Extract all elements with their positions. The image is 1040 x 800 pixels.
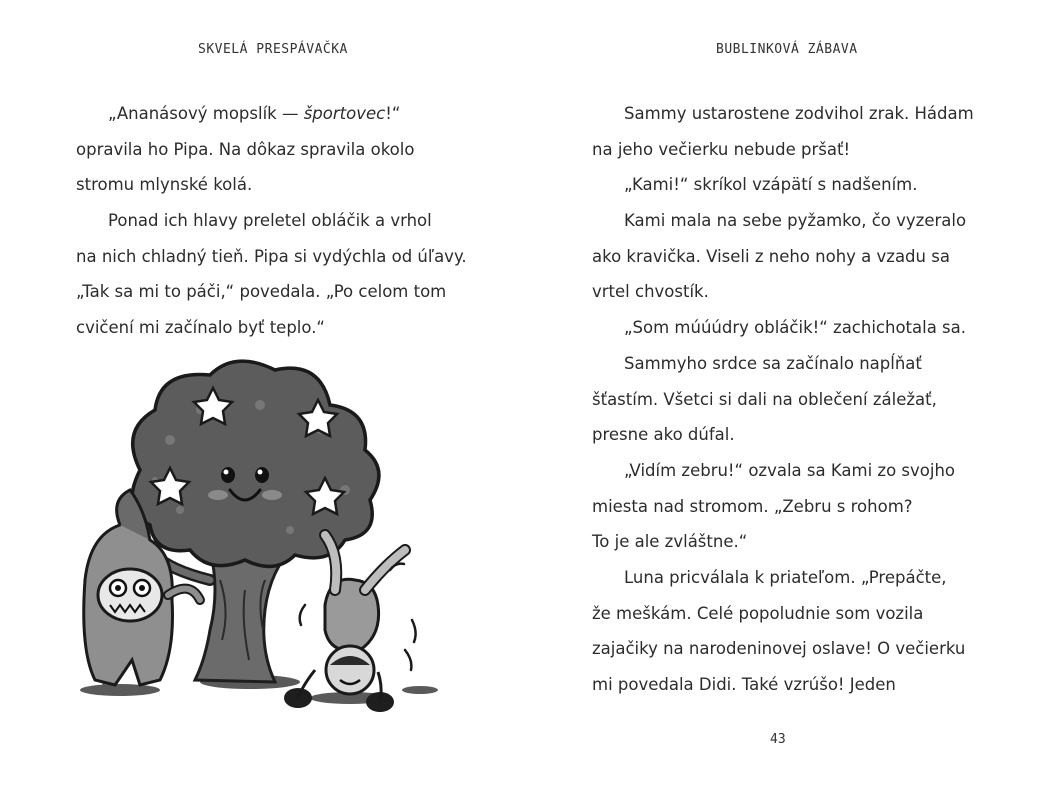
text-line [76, 96, 496, 132]
text-span: !“ [385, 104, 401, 123]
text-line: na nich chladný tieň. Pipa si vydýchla od úľavy. [76, 246, 467, 266]
text-line: mi povedala Didi. Také vzrúšo! Jeden [592, 675, 896, 694]
text-line: vrtel chvostík. [592, 282, 709, 302]
text-line: že meškám. Celé popoludnie som vozila [592, 603, 924, 623]
text-line: To je ale zvláštne.“ [592, 532, 748, 552]
text-line: Ponad ich hlavy preletel obláčik a vrhol [108, 211, 432, 231]
text-line: miesta nad stromom. „Zebru s rohom? [592, 496, 913, 516]
text-span: „Ananásový mopslík — [108, 104, 304, 123]
page-number: 43 [770, 732, 786, 747]
right-page-text [592, 96, 1012, 703]
text-line: ako kravička. Viseli z neho nohy a vzadu sa [592, 246, 950, 266]
text-line: na jeho večierku nebude pršať! [592, 139, 851, 159]
text-line: opravila ho Pipa. Na dôkaz spravila okolo [76, 139, 415, 159]
text-line: Sammyho srdce sa začínalo napĺňať [624, 353, 922, 373]
text-line: „Kami!“ skríkol vzápätí s nadšením. [624, 175, 918, 195]
text-line: Sammy ustarostene zodvihol zrak. Hádam [624, 104, 974, 123]
tree-illustration [60, 350, 440, 730]
text-line: stromu mlynské kolá. [76, 175, 253, 195]
text-line: Luna pricválala k priateľom. „Prepáčte, [624, 567, 947, 587]
left-page-text [76, 96, 496, 346]
running-head-right: BUBLINKOVÁ ZÁBAVA [716, 42, 858, 57]
running-head-left: SKVELÁ PRESPÁVAČKA [198, 42, 348, 57]
text-line: presne ako dúfal. [592, 425, 735, 445]
text-line: cvičení mi začínalo byť teplo.“ [76, 318, 325, 338]
text-line: šťastím. Všetci si dali na oblečení záležať, [592, 389, 937, 409]
right-page [520, 0, 1040, 800]
cartwheel-character-icon [284, 535, 416, 712]
text-line: „Tak sa mi to páči,“ povedala. „Po celom tom [76, 282, 447, 302]
text-line: zajačiky na narodeninovej oslave! O večierku [592, 639, 966, 659]
emphasis-text: športovec [303, 104, 386, 123]
text-line: Kami mala na sebe pyžamko, čo vyzeralo [624, 211, 967, 231]
text-line: „Vidím zebru!“ ozvala sa Kami zo svojho [624, 460, 955, 480]
text-line: „Som múúúdry obláčik!“ zachichotala sa. [624, 318, 967, 338]
